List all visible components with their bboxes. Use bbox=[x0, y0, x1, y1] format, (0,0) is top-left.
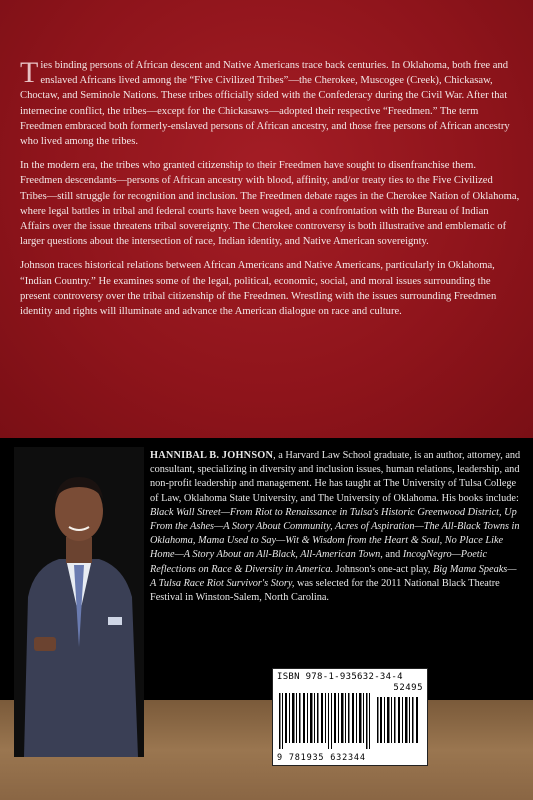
author-name: HANNIBAL B. JOHNSON bbox=[150, 450, 274, 461]
synopsis-paragraph-3: Johnson traces historical relations between African Americans and Native Americans, particularly in Oklahoma, “Indian Country.” He examines some of the legal, political, economic, social, and moral issues surrounding the present controversy over the tribal citizenship of the Freedmen. Wrestling with the issues surrounding Freedmen identity and rights will illuminate and advance the American dialogue on race and culture. bbox=[20, 260, 497, 318]
author-bio: HANNIBAL B. JOHNSON, a Harvard Law School graduate, is an author, attorney, and consultant, specializing in diversity and inclusion issues, human relations, leadership, and non-profit leadership and management. He has taught at The University of Tulsa College of Law, Oklahoma State University, and The University of Oklahoma. His books include: Black Wall Street—From Riot to Renaissance in Tulsa's Historic Greenwood District, Up From the Ashes—A Story About Community, Acres of Aspiration—The All-Black Towns in Oklahoma, Mama Used to Say—Wit & Wisdom from the Heart & Soul, No Place Like Home—A Story About an All-Black, All-American Town, and IncogNegro—Poetic Reflections on Race & Diversity in America. Johnson's one-act play, Big Mama Speaks—A Tulsa Race Riot Survivor's Story, was selected for the 2011 National Black Theatre Festival in Winston-Salem, North Carolina. bbox=[150, 450, 521, 604]
synopsis-text bbox=[20, 58, 520, 328]
ean-number: 9 781935 632344 bbox=[277, 753, 366, 763]
isbn-number: ISBN 978-1-935632-34-4 bbox=[277, 672, 403, 682]
drop-cap: T bbox=[20, 56, 39, 89]
play-title: Big Mama Speaks—A Tulsa Race Riot Survivor's Story, bbox=[150, 563, 517, 589]
isbn-barcode bbox=[272, 668, 428, 766]
author-photo bbox=[14, 447, 144, 757]
synopsis-paragraph-1: Ties binding persons of African descent and Native Americans trace back centuries. In Oklahoma, both free and enslaved Africans lived among the “Five Civilized Tribes”—the Cherokee, Muscogee (Creek), Chickasaw, Choctaw, and Seminole Nations. These tribes officially sided with the Confederacy during the Civil War. After that internecine conflict, the tribes—except for the Chickasaws—adopted their respective “Freedmen.” The term Freedmen embraced both formerly-enslaved persons of African ancestry, and those free persons of African ancestry who lived among the tribes. bbox=[20, 56, 510, 148]
synopsis-paragraph-2: In the modern era, the tribes who granted citizenship to their Freedmen have sought to disenfranchise them. Freedmen descendants—persons of African ancestry with blood, affinity, and/or treaty ties to the Five Civilized Tribes—still struggle for recognition and inclusion. The Freedmen debate rages in the Cherokee Nation of Oklahoma, where legal battles in tribal and federal courts have been waged, and a confrontation with the Bureau of Indian Affairs over the issue threatens tribal sovereignty. The Cherokee controversy is both illustrative and emblematic of larger questions about the intersection of race, Indian identity, and Native American sovereignty. bbox=[20, 160, 520, 248]
price-code: 52495 bbox=[393, 683, 423, 693]
barcode-bars bbox=[277, 685, 423, 749]
book-list: Black Wall Street—From Riot to Renaissance in Tulsa's Historic Greenwood District, Up From the Ashes—A Story About Community, Acres of Aspiration—The All-Black Towns in Oklahoma, Mama Used to Say—Wit & Wisdom from the Heart & Soul, No Place Like Home—A Story About an All-Black, All-American Town, bbox=[150, 506, 520, 561]
